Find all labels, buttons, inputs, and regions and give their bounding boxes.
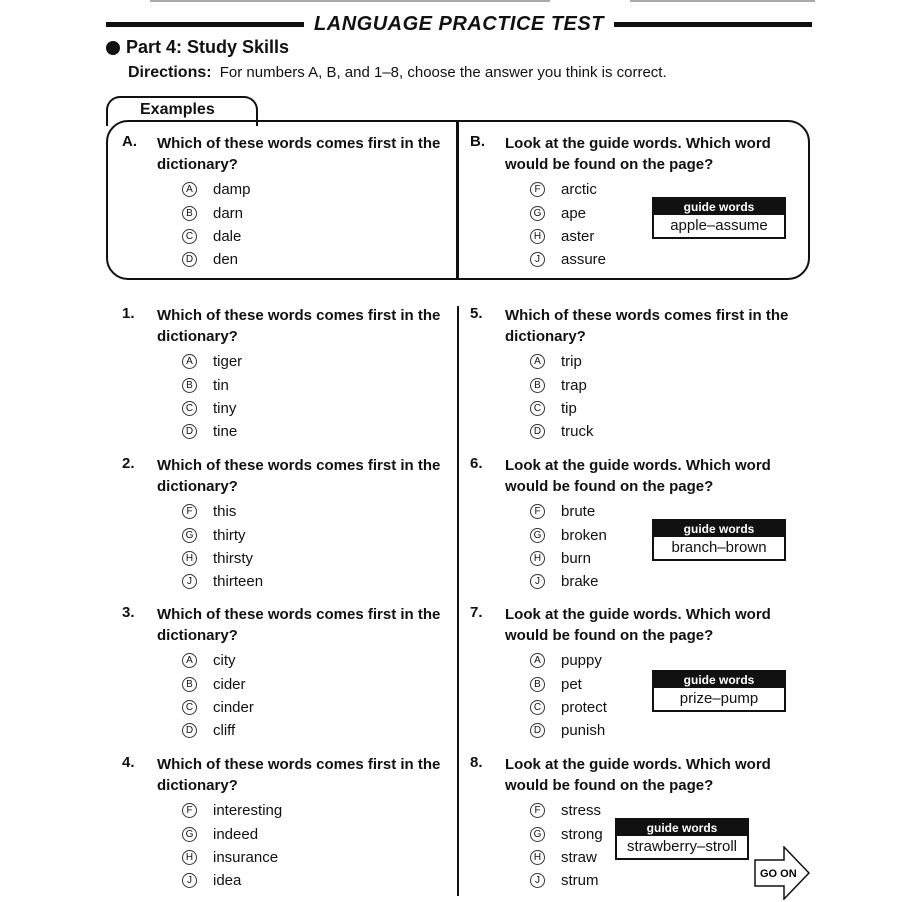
directions-label: Directions: [128,64,212,81]
answer-option[interactable] [530,201,606,224]
answer-bubble[interactable]: B [182,677,197,692]
answer-text: insurance [213,848,279,866]
answer-bubble[interactable]: G [530,528,545,543]
answer-options [182,500,263,594]
answer-text: dale [213,227,242,245]
answer-text: den [213,251,239,269]
question-number: A. [122,133,137,150]
answer-text: cinder [213,698,254,716]
answer-bubble[interactable]: H [530,551,545,566]
answer-bubble[interactable]: A [530,653,545,668]
answer-bubble[interactable]: J [530,252,545,267]
part-title: Part 4: Study Skills [126,37,290,57]
answer-bubble[interactable]: H [182,551,197,566]
question-number: 1. [122,305,135,322]
guide-words-value: strawberry–stroll [626,838,738,855]
guide-words-value: branch–brown [671,539,767,556]
answer-text: interesting [213,802,283,820]
question-number: 2. [122,455,135,472]
answer-option[interactable] [182,178,251,201]
answer-bubble[interactable]: A [182,653,197,668]
question-stem: Which of these words comes first in the dictionary? [157,307,441,345]
answer-bubble[interactable]: C [182,401,197,416]
guide-words-box [652,670,786,712]
answer-text: straw [561,848,597,866]
answer-options [182,178,251,272]
answer-bubble[interactable]: G [530,827,545,842]
guide-words-header: guide words [654,199,784,215]
go-on-label: GO ON [760,868,797,880]
answer-text: punish [561,722,606,740]
answer-option[interactable] [182,822,282,845]
question-stem: Look at the guide words. Which word would be found on the page? [505,756,771,794]
answer-option[interactable] [530,225,606,248]
answer-bubble[interactable]: D [530,424,545,439]
question-number: 5. [470,305,483,322]
title-rule-right [614,22,812,27]
answer-text: thirty [213,526,246,544]
answer-text: damp [213,181,251,199]
answer-option[interactable] [530,350,594,373]
answer-options [530,500,607,594]
answer-option[interactable] [182,649,254,672]
question-stem: Which of these words comes first in the dictionary? [157,756,441,794]
answer-option[interactable] [530,570,607,593]
answer-text: broken [561,526,607,544]
answer-options [182,799,282,893]
answer-text: protect [561,698,607,716]
question-stem: Which of these words comes first in the dictionary? [157,135,441,173]
answer-option[interactable] [182,500,263,523]
guide-words-box [615,818,749,860]
answer-option[interactable] [530,822,603,845]
answer-text: cliff [213,722,236,740]
question-stem: Look at the guide words. Which word would be found on the page? [505,457,771,495]
answer-bubble[interactable]: F [530,803,545,818]
answer-bubble[interactable]: J [530,574,545,589]
answer-bubble[interactable]: H [182,850,197,865]
top-rule-left [150,0,550,2]
answer-option[interactable] [530,178,606,201]
answer-text: tiger [213,353,243,371]
answer-options [530,799,603,893]
answer-option[interactable] [182,672,254,695]
answer-option[interactable] [530,696,607,719]
answer-bubble[interactable]: D [182,723,197,738]
question-stem: Which of these words comes first in the dictionary? [157,457,441,495]
answer-bubble[interactable]: B [530,378,545,393]
answer-option[interactable] [530,547,607,570]
answer-text: puppy [561,652,602,670]
guide-words-value: prize–pump [679,690,759,707]
go-on-arrow-icon [754,846,810,900]
answer-text: stress [561,802,602,820]
answer-bubble[interactable]: C [182,229,197,244]
answer-bubble[interactable]: A [530,354,545,369]
answer-option[interactable] [182,225,251,248]
answer-bubble[interactable]: B [182,378,197,393]
question-stem: Look at the guide words. Which word would be found on the page? [505,135,771,173]
question-number: 6. [470,455,483,472]
answer-bubble[interactable]: F [182,504,197,519]
answer-text: aster [561,227,595,245]
answer-bubble[interactable]: C [530,401,545,416]
answer-text: arctic [561,181,597,199]
answer-text: truck [561,423,594,441]
answer-bubble[interactable]: F [530,182,545,197]
answer-text: pet [561,675,582,693]
answer-text: tin [213,376,229,394]
bullet-icon [106,41,120,55]
answer-text: tine [213,423,238,441]
answer-text: indeed [213,825,259,843]
answer-options [530,350,594,444]
answer-text: trip [561,353,582,371]
answer-option[interactable] [182,570,263,593]
answer-bubble[interactable]: H [530,850,545,865]
answer-text: brake [561,573,599,591]
answer-option[interactable] [182,523,263,546]
answer-text: assure [561,251,607,269]
answer-bubble[interactable]: H [530,229,545,244]
answer-bubble[interactable]: G [182,528,197,543]
answer-options [530,178,606,272]
answer-option[interactable] [182,420,242,443]
answer-option[interactable] [530,719,607,742]
answer-text: thirsty [213,549,254,567]
answer-text: idea [213,872,242,890]
question-number: B. [470,133,485,150]
guide-words-box [652,197,786,239]
answer-bubble[interactable]: C [530,700,545,715]
part-heading [106,37,289,58]
answer-option[interactable] [530,649,607,672]
answer-option[interactable] [530,373,594,396]
guide-words-header: guide words [617,820,747,836]
answer-option[interactable] [530,869,603,892]
guide-words-box [652,519,786,561]
answer-text: ape [561,204,587,222]
answer-option[interactable] [530,523,607,546]
answer-text: strum [561,872,599,890]
top-rule-right [630,0,815,2]
answer-bubble[interactable]: A [182,182,197,197]
title-rule-left [106,22,304,27]
answer-option[interactable] [530,846,603,869]
answer-text: burn [561,549,592,567]
answer-text: thirteen [213,573,264,591]
answer-text: tiny [213,399,237,417]
directions [128,64,667,82]
answer-option[interactable] [182,248,251,271]
answer-text: darn [213,204,244,222]
answer-option[interactable] [182,719,254,742]
guide-words-value: apple–assume [670,217,768,234]
answer-bubble[interactable]: B [530,677,545,692]
answer-option[interactable] [182,350,242,373]
answer-text: strong [561,825,603,843]
answer-text: tip [561,399,577,417]
answer-option[interactable] [182,846,282,869]
answer-option[interactable] [182,799,282,822]
answer-option[interactable] [530,500,607,523]
answer-bubble[interactable]: J [182,574,197,589]
answer-bubble[interactable]: F [182,803,197,818]
guide-words-header: guide words [654,672,784,688]
answer-text: brute [561,503,596,521]
answer-option[interactable] [182,397,242,420]
answer-text: city [213,652,236,670]
answer-options [182,649,254,743]
answer-text: cider [213,675,246,693]
answer-bubble[interactable]: D [530,723,545,738]
answer-option[interactable] [182,547,263,570]
answer-option[interactable] [182,373,242,396]
question-stem: Look at the guide words. Which word would be found on the page? [505,606,771,644]
answer-text: this [213,503,237,521]
answer-option[interactable] [182,696,254,719]
answer-option[interactable] [530,420,594,443]
answer-bubble[interactable]: B [182,206,197,221]
answer-option[interactable] [182,201,251,224]
answer-bubble[interactable]: D [182,424,197,439]
answer-bubble[interactable]: J [530,873,545,888]
answer-bubble[interactable]: J [182,873,197,888]
question-number: 3. [122,604,135,621]
answer-option[interactable] [530,672,607,695]
answer-bubble[interactable]: G [530,206,545,221]
test-title-row [106,12,812,36]
answer-bubble[interactable]: C [182,700,197,715]
answer-option[interactable] [530,799,603,822]
question-stem: Which of these words comes first in the dictionary? [157,606,441,644]
answer-bubble[interactable]: G [182,827,197,842]
test-title: LANGUAGE PRACTICE TEST [314,12,604,35]
answer-bubble[interactable]: F [530,504,545,519]
guide-words-header: guide words [654,521,784,537]
answer-bubble[interactable]: D [182,252,197,267]
column-divider [457,306,459,896]
question-number: 7. [470,604,483,621]
directions-text: For numbers A, B, and 1–8, choose the answer you think is correct. [219,64,667,81]
question-number: 8. [470,754,483,771]
answer-option[interactable] [530,248,606,271]
answer-option[interactable] [182,869,282,892]
answer-options [530,649,607,743]
answer-options [182,350,242,444]
answer-option[interactable] [530,397,594,420]
question-number: 4. [122,754,135,771]
question-stem: Which of these words comes first in the dictionary? [505,307,789,345]
answer-text: trap [561,376,587,394]
answer-bubble[interactable]: A [182,354,197,369]
examples-tab-label: Examples [140,101,215,118]
